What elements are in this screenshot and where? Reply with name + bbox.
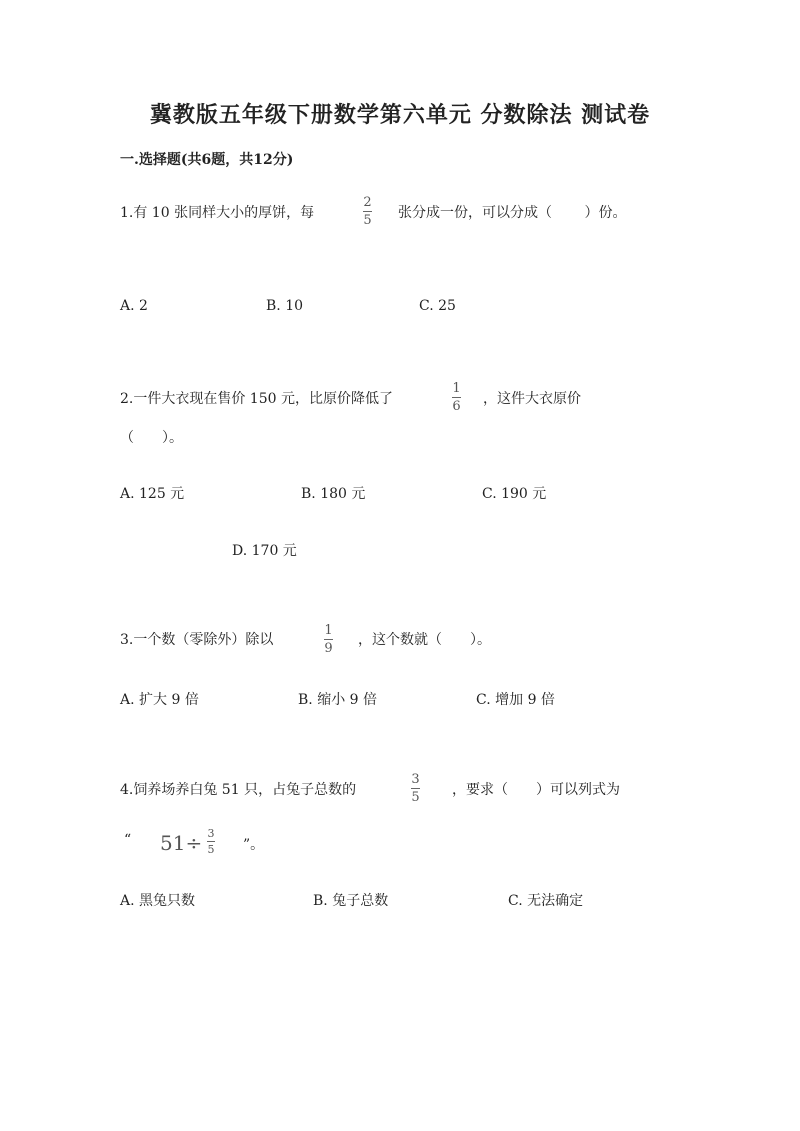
division-expression: 51÷ [160,831,203,855]
question-3-fraction [324,624,333,655]
question-2-option-c[interactable]: C. 190 元 [482,486,547,502]
fraction-bar [324,639,333,640]
section-heading: 一.选择题(共6题，共12分) [120,152,294,168]
question-3-text-before: 3.一个数（零除外）除以 [120,632,274,648]
question-3-option-c[interactable]: C. 增加 9 倍 [476,692,555,708]
question-2-option-d[interactable]: D. 170 元 [232,543,297,559]
question-4-option-b[interactable]: B. 兔子总数 [313,893,389,909]
question-1-text-after: 张分成一份，可以分成（ ）份。 [398,205,627,221]
expression-fraction [207,828,215,855]
question-2-option-b[interactable]: B. 180 元 [301,486,366,502]
fraction-denominator: 6 [452,399,461,414]
fraction-numerator: 2 [363,195,372,210]
question-4-text-before: 4.饲养场养白兔 51 只，占兔子总数的 [120,782,357,798]
question-4-fraction [411,773,420,804]
fraction-numerator: 3 [411,772,420,787]
question-3-option-b[interactable]: B. 缩小 9 倍 [298,692,377,708]
fraction-denominator: 5 [363,213,372,228]
fraction-bar [411,788,420,789]
question-1-option-b[interactable]: B. 10 [266,298,304,314]
question-4-option-c[interactable]: C. 无法确定 [508,893,584,909]
question-3-text-after: ，这个数就（ ）。 [358,632,491,648]
question-1-option-c[interactable]: C. 25 [419,298,456,314]
fraction-bar [363,211,372,212]
fraction-bar [452,397,461,398]
page-title: 冀教版五年级下册数学第六单元 分数除法 测试卷 [149,102,651,128]
question-2-text-before: 2.一件大衣现在售价 150 元，比原价降低了 [120,391,393,407]
quote-open: “ [124,832,132,848]
question-2-fraction [452,382,461,413]
fraction-bar [207,841,215,842]
question-1-option-a[interactable]: A. 2 [120,298,148,314]
question-1-fraction [363,196,372,227]
question-2-option-a[interactable]: A. 125 元 [120,486,185,502]
question-2-text-after: ，这件大衣原价 [483,391,581,407]
fraction-denominator: 5 [411,790,420,805]
fraction-denominator: 5 [207,843,215,856]
question-1-text-before: 1.有 10 张同样大小的厚饼，每 [120,205,315,221]
fraction-numerator: 1 [324,623,333,638]
question-4-option-a[interactable]: A. 黑兔只数 [120,893,196,909]
fraction-numerator: 1 [452,381,461,396]
question-4-text-after: ，要求（ ）可以列式为 [452,782,620,798]
fraction-denominator: 9 [324,641,333,656]
question-3-option-a[interactable]: A. 扩大 9 倍 [120,692,199,708]
fraction-numerator: 3 [207,827,215,840]
quote-close: ”。 [243,837,265,853]
question-2-text-line2: （ ）。 [120,430,183,446]
